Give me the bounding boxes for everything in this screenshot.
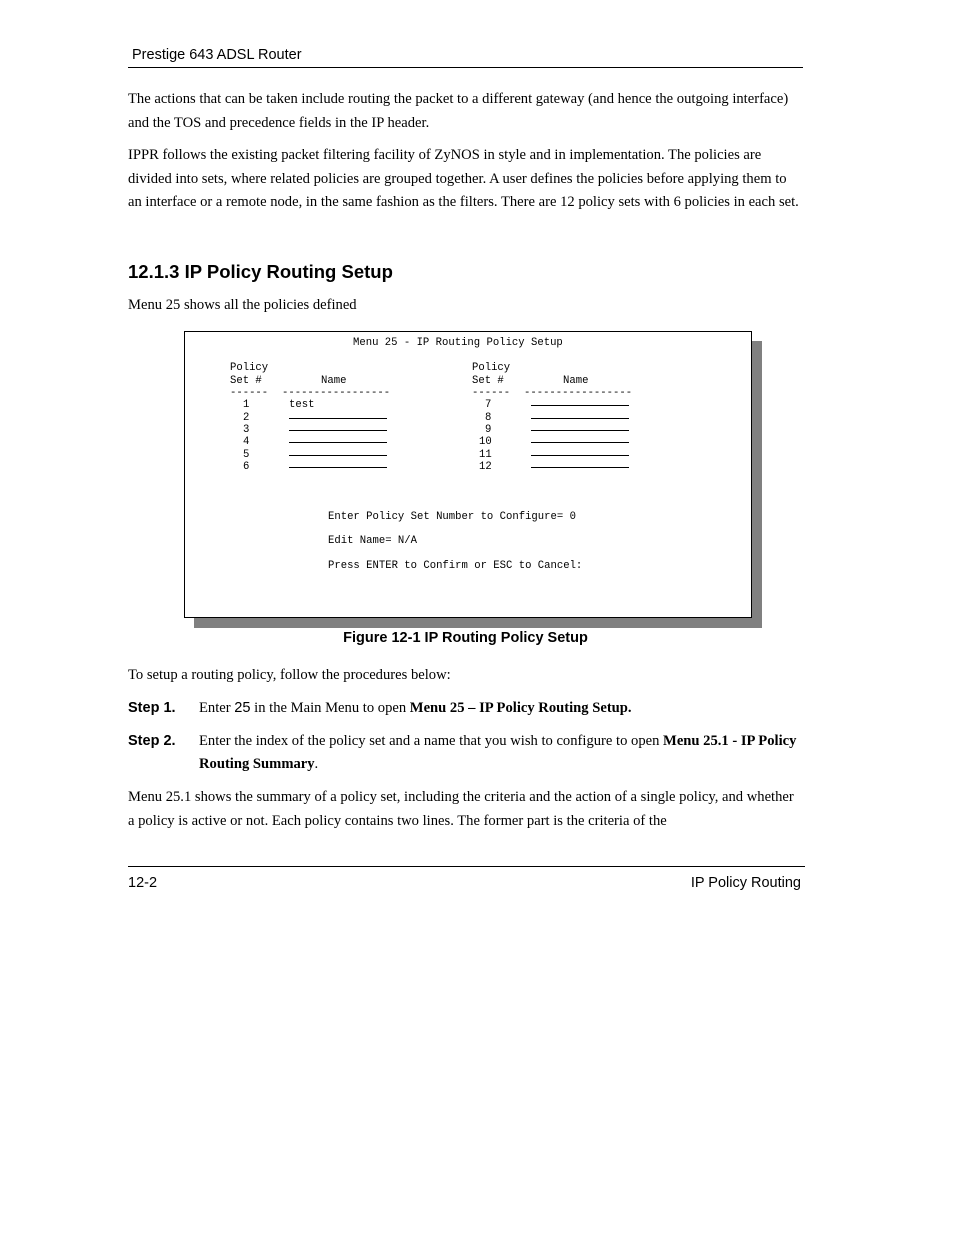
step-1-value: 25 — [234, 700, 251, 716]
right-row-9-name-field[interactable] — [531, 424, 629, 436]
prompt-edit-name[interactable]: Edit Name= N/A — [328, 535, 418, 547]
left-row-2-num: 2 — [243, 412, 250, 424]
step-2-bold: Menu 25.1 - IP Policy Routing Summary — [199, 733, 797, 772]
header-rule — [128, 67, 803, 68]
section-heading: 12.1.3 IP Policy Routing Setup — [128, 261, 393, 282]
footer-chapter: IP Policy Routing — [690, 875, 801, 891]
page-header-title: Prestige 643 ADSL Router — [132, 47, 302, 63]
right-row-12-num: 12 — [479, 461, 492, 473]
step-1-bold: Menu 25 – IP Policy Routing Setup. — [409, 700, 632, 716]
menu-screen — [184, 331, 752, 618]
step-1-mid: in the Main Menu to open — [250, 700, 410, 716]
footer-rule — [128, 866, 805, 867]
left-dash-short: ------ — [230, 387, 269, 399]
left-row-3-num: 3 — [243, 424, 250, 436]
right-dash-short: ------ — [472, 387, 511, 399]
left-row-3-name-field[interactable] — [289, 424, 387, 436]
right-row-11-num: 11 — [479, 449, 492, 461]
right-row-11-name-field[interactable] — [531, 449, 629, 461]
left-dash-long: ----------------- — [282, 387, 391, 399]
left-col-policy-header: Policy — [230, 362, 269, 374]
paragraph-actions: The actions that can be taken include routing the packet to a different gateway (and hence the outgoing interface) and the TOS and precedence fields in the IP header. — [128, 91, 789, 131]
menu-title: Menu 25 - IP Routing Policy Setup — [353, 337, 563, 349]
right-row-7-name-field[interactable] — [531, 399, 629, 411]
right-col-name-header: Name — [563, 375, 589, 387]
right-row-10-name-field[interactable] — [531, 436, 629, 448]
right-row-10-num: 10 — [479, 436, 492, 448]
right-row-7-num: 7 — [485, 399, 492, 411]
step-2-pre: Enter the index of the policy set and a name that you wish to configure to open — [199, 733, 664, 749]
left-row-5-name-field[interactable] — [289, 449, 387, 461]
figure-caption: Figure 12-1 IP Routing Policy Setup — [343, 630, 588, 646]
left-row-4-name-field[interactable] — [289, 436, 387, 448]
step-1-pre: Enter — [199, 700, 235, 716]
left-row-1-name[interactable]: test — [289, 399, 315, 411]
step-2-label: Step 2. — [128, 733, 176, 749]
step-2-text — [199, 730, 804, 776]
right-row-8-num: 8 — [485, 412, 492, 424]
prompt-confirm: Press ENTER to Confirm or ESC to Cancel: — [328, 560, 583, 572]
left-row-4-num: 4 — [243, 436, 250, 448]
right-row-8-name-field[interactable] — [531, 412, 629, 424]
left-row-6-name-field[interactable] — [289, 461, 387, 473]
footer-page-number: 12-2 — [128, 875, 158, 891]
right-dash-long: ----------------- — [524, 387, 633, 399]
paragraph-ippr: IPPR follows the existing packet filtering facility of ZyNOS in style and in implementation. The policies are divided into sets, where related policies are grouped together. A user defines the policies before applying them to an interface or a remote node, in the same fashion as the filters. There are 12 policy sets with 6 policies in each set. — [128, 147, 799, 210]
step-1-text — [199, 697, 804, 720]
step-2-post: . — [314, 756, 319, 772]
right-col-policy-header: Policy — [472, 362, 511, 374]
section-intro: Menu 25 shows all the policies defined — [128, 297, 357, 313]
right-row-9-num: 9 — [485, 424, 492, 436]
left-row-2-name-field[interactable] — [289, 412, 387, 424]
left-col-set-header: Set # — [230, 375, 262, 387]
paragraph-summary: Menu 25.1 shows the summary of a policy set, including the criteria and the action of a single policy, and whether a policy is active or not. Each policy contains two lines. The former part is the criteria of the — [128, 789, 794, 829]
left-col-name-header: Name — [321, 375, 347, 387]
right-row-12-name-field[interactable] — [531, 461, 629, 473]
left-row-6-num: 6 — [243, 461, 250, 473]
left-row-1-num: 1 — [243, 399, 250, 411]
prompt-policy-set-number[interactable]: Enter Policy Set Number to Configure= 0 — [328, 511, 576, 523]
right-col-set-header: Set # — [472, 375, 504, 387]
procedure-intro: To setup a routing policy, follow the procedures below: — [128, 667, 451, 683]
step-1-label: Step 1. — [128, 700, 176, 716]
left-row-5-num: 5 — [243, 449, 250, 461]
